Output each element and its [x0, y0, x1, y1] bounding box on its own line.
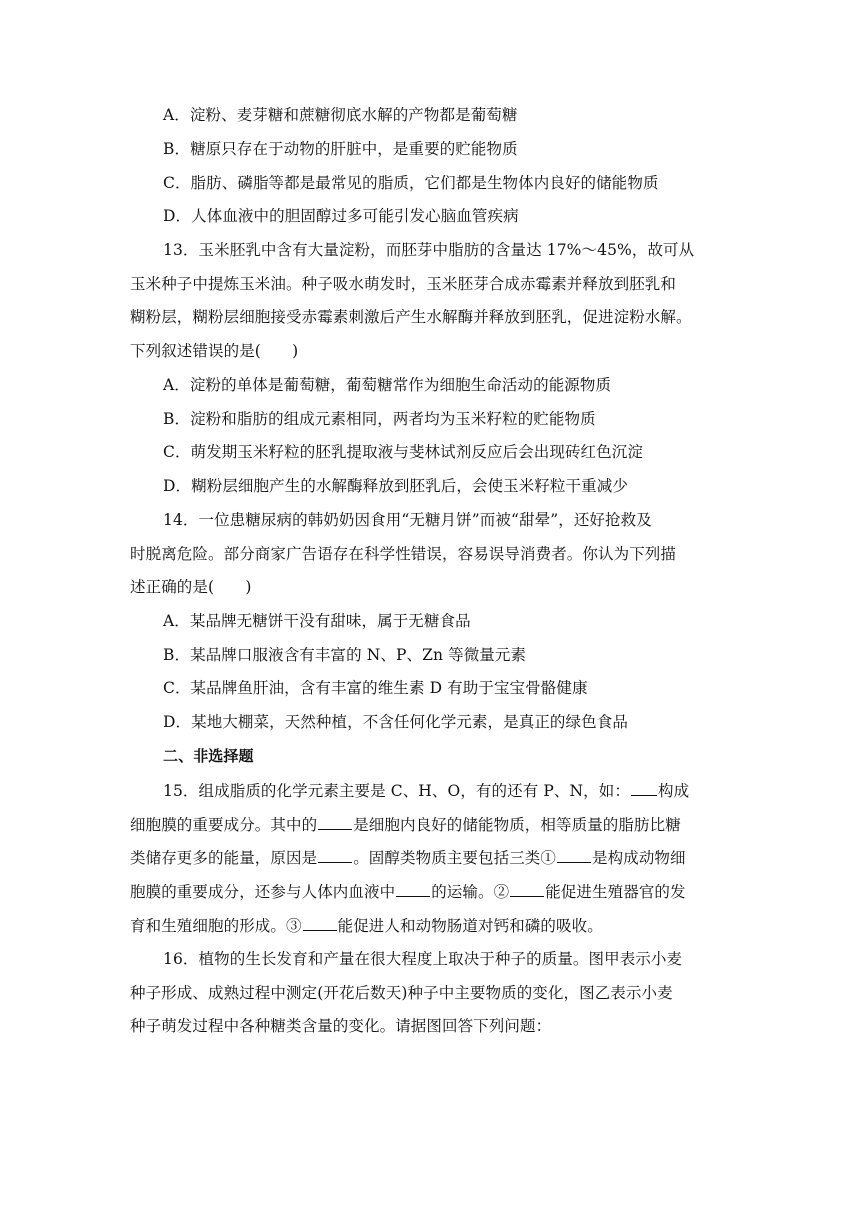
q15-text-2b: 是细胞内良好的储能物质，相等质量的脂肪比糖	[353, 816, 681, 834]
q15-line-5	[130, 915, 730, 936]
section-heading: 二、非选择题	[163, 747, 254, 765]
q15-line-4	[130, 881, 730, 902]
answer-blank-6[interactable]	[510, 881, 544, 897]
q15-line-2	[130, 814, 730, 835]
q12-option-d: D．人体血液中的胆固醇过多可能引发心脑血管疾病	[163, 207, 519, 225]
q15-text-5a: 育和生殖细胞的形成。③	[130, 917, 302, 935]
q13-option-d: D．糊粉层细胞产生的水解酶释放到胚乳后，会使玉米籽粒干重减少	[163, 477, 628, 495]
answer-blank-1[interactable]	[631, 780, 657, 796]
q14-option-c: C．某品牌鱼肝油，含有丰富的维生素 D 有助于宝宝骨骼健康	[163, 679, 588, 697]
q16-stem-line-2: 种子形成、成熟过程中测定(开花后数天)种子中主要物质的变化，图乙表示小麦	[130, 984, 673, 1002]
q14-option-a: A．某品牌无糖饼干没有甜味，属于无糖食品	[163, 612, 471, 630]
q14-stem-line-3: 述正确的是( )	[130, 578, 252, 596]
q13-stem-line-3: 糊粉层，糊粉层细胞接受赤霉素刺激后产生水解酶并释放到胚乳，促进淀粉水解。	[130, 308, 692, 326]
q15-text-2a: 细胞膜的重要成分。其中的	[130, 816, 318, 834]
q15-text-4b: 的运输。②	[431, 883, 510, 901]
q14-option-b: B．某品牌口服液含有丰富的 N、P、Zn 等微量元素	[163, 646, 527, 664]
answer-blank-3[interactable]	[318, 847, 352, 863]
q13-option-b: B．淀粉和脂肪的组成元素相同，两者均为玉米籽粒的贮能物质	[163, 410, 596, 428]
q12-option-a: A．淀粉、麦芽糖和蔗糖彻底水解的产物都是葡萄糖	[163, 106, 518, 124]
q15-text-3c: 是构成动物细	[592, 849, 686, 867]
q14-stem-line-2: 时脱离危险。部分商家广告语存在科学性错误，容易误导消费者。你认为下列描	[130, 545, 677, 563]
q14-stem-line-1: 14．一位患糖尿病的韩奶奶因食用“无糖月饼”而被“甜晕”，还好抢救及	[163, 511, 652, 529]
answer-blank-5[interactable]	[396, 881, 430, 897]
q15-text-3b: 。固醇类物质主要包括三类①	[353, 849, 557, 867]
q13-option-c: C．萌发期玉米籽粒的胚乳提取液与斐林试剂反应后会出现砖红色沉淀	[163, 443, 643, 461]
answer-blank-2[interactable]	[318, 814, 352, 830]
answer-blank-7[interactable]	[303, 915, 337, 931]
q12-option-c: C．脂肪、磷脂等都是最常见的脂质，它们都是生物体内良好的储能物质	[163, 174, 659, 192]
q14-option-d: D．某地大棚菜，天然种植，不含任何化学元素，是真正的绿色食品	[163, 713, 628, 731]
q15-text-4a: 胞膜的重要成分，还参与人体内血液中	[130, 883, 396, 901]
q13-stem-line-4: 下列叙述错误的是( )	[130, 342, 299, 360]
q15-text-1b: 构成	[657, 782, 690, 800]
q13-stem-line-1: 13．玉米胚乳中含有大量淀粉，而胚芽中脂肪的含量达 17%～45%，故可从	[163, 241, 695, 259]
q15-text-3a: 类储存更多的能量，原因是	[130, 849, 318, 867]
q12-option-b: B．糖原只存在于动物的肝脏中，是重要的贮能物质	[163, 140, 518, 158]
q15-text-4c: 能促进生殖器官的发	[545, 883, 686, 901]
q13-stem-line-2: 玉米种子中提炼玉米油。种子吸水萌发时，玉米胚芽合成赤霉素并释放到胚乳和	[130, 275, 677, 293]
q15-line-1	[163, 780, 763, 801]
q15-line-3	[130, 847, 730, 868]
q15-text-5b: 能促进人和动物肠道对钙和磷的吸收。	[337, 917, 603, 935]
q16-stem-line-1: 16．植物的生长发育和产量在很大程度上取决于种子的质量。图甲表示小麦	[163, 950, 683, 968]
q13-option-a: A．淀粉的单体是葡萄糖，葡萄糖常作为细胞生命活动的能源物质	[163, 376, 612, 394]
q15-text-1a: 15．组成脂质的化学元素主要是 C、H、O，有的还有 P、N，如：	[163, 782, 630, 800]
answer-blank-4[interactable]	[557, 847, 591, 863]
q16-stem-line-3: 种子萌发过程中各种糖类含量的变化。请据图回答下列问题：	[130, 1017, 552, 1035]
